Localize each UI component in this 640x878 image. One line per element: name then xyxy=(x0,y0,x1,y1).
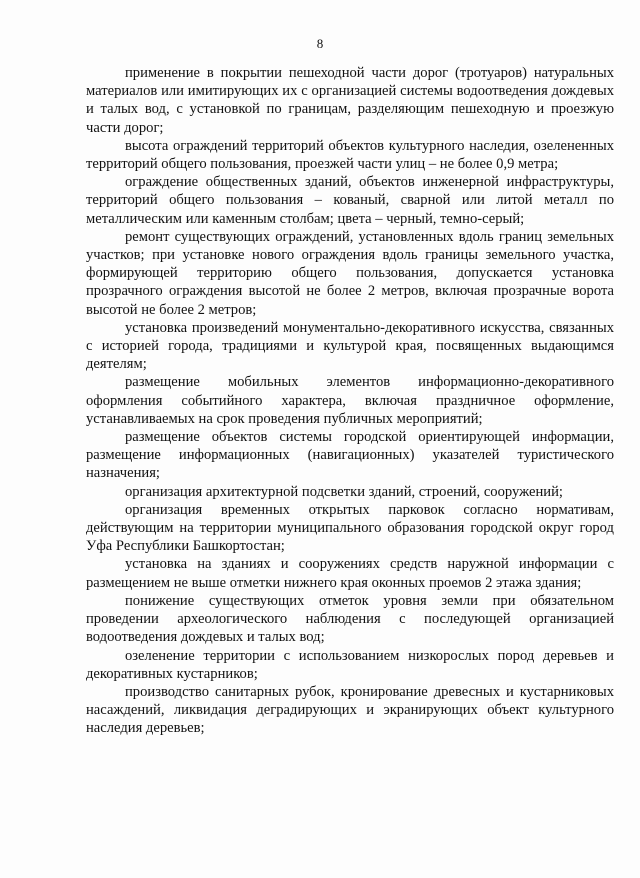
paragraph: ограждение общественных зданий, объектов инженерной инфраструктуры, территорий общего пользования – кованый, сварной или литой металл по металлическим или каменным столбам; цвета – черный, темно-серый; xyxy=(86,174,614,227)
paragraph: производство санитарных рубок, кронирование древесных и кустарниковых насаждений, ликвидация деградирующих и экранирующих объект культурного наследия деревьев; xyxy=(86,683,614,737)
paragraph: применение в покрытии пешеходной части дорог (тротуаров) натуральных материалов или имитирующих их с организацией системы водоотведения дождевых и талых вод, с установкой по границам, разделяющим пешеходную и проезжую части дорог; xyxy=(86,65,614,136)
paragraph: размещение объектов системы городской ориентирующей информации, размещение информационных (навигационных) указателей туристического назначения; xyxy=(86,429,614,482)
paragraph: ремонт существующих ограждений, установленных вдоль границ земельных участков; при установке нового ограждения вдоль границы земельного участка, формирующей территорию общего пользования, допускается установка прозрачного ограждения высотой не более 2 метров, включая прозрачные ворота высотой не более 2 метров; xyxy=(86,228,614,318)
paragraph: высота ограждений территорий объектов культурного наследия, озелененных территорий общего пользования, проезжей части улиц – не более 0,9 метра; xyxy=(86,137,614,173)
page-number: 8 xyxy=(316,36,324,51)
paragraph: понижение существующих отметок уровня земли при обязательном проведении археологического наблюдения с последующей организацией водоотведения дождевых и талых вод; xyxy=(86,592,614,646)
paragraph: организация архитектурной подсветки зданий, строений, сооружений; xyxy=(125,483,563,500)
paragraph: организация временных открытых парковок согласно нормативам, действующим на территории муниципального образования городской округ город Уфа Республики Башкортостан; xyxy=(86,501,614,555)
paragraph: установка произведений монументально-декоративного искусства, связанных с историей города, традициями и культурой края, посвященных выдающимся деятелям; xyxy=(86,319,614,373)
paragraph: установка на зданиях и сооружениях средств наружной информации с размещением не выше отметки нижнего края оконных проемов 2 этажа здания; xyxy=(86,556,614,591)
paragraph: размещение мобильных элементов информационно-декоративного оформления событийного характера, включая праздничное оформление, устанавливаемых на срок проведения публичных мероприятий; xyxy=(86,374,614,427)
paragraph: озеленение территории с использованием низкорослых пород деревьев и декоративных кустарников; xyxy=(86,647,614,682)
page-body xyxy=(86,64,614,738)
